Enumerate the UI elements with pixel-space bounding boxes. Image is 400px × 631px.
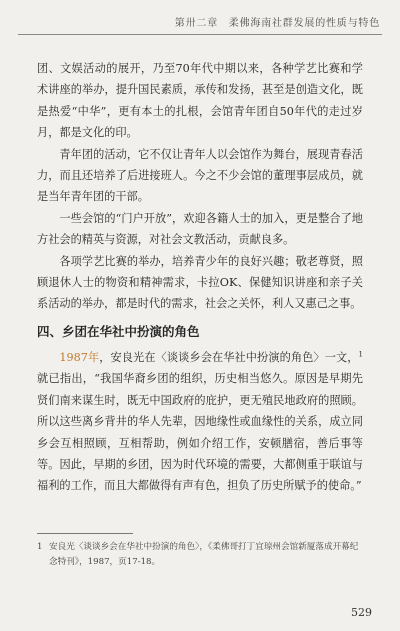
running-header xyxy=(0,0,400,40)
header-rule xyxy=(18,34,382,35)
paragraph-2: 青年团的活动，它不仅让青年人以会馆作为舞台，展现青春活力，而且还培养了后进接班人。今之不少会馆的董理事层成员，就是当年青年团的干部。 xyxy=(37,147,363,204)
year-highlight: 1987年 xyxy=(59,350,100,364)
chapter-title: 第卅二章 柔佛海南社群发展的性质与特色 xyxy=(174,18,380,29)
footnote-rule xyxy=(37,533,133,534)
paragraph-5 xyxy=(37,347,363,497)
footnote-text: 安良光〈谈谈乡会在华社中扮演的角色〉，《柔佛哥打丁宜琼州会馆新厦落成开幕纪念特刊》，1987，页17-18。 xyxy=(49,542,359,567)
footnote-marker: 1 xyxy=(358,350,363,359)
footnote-number: 1 xyxy=(37,542,43,552)
paragraph-4: 各项学艺比赛的举办，培养青少年的良好兴趣；敬老尊贤，照顾退休人士的物资和精神需求，卡拉OK、保健知识讲座和亲子关系活动的举办，都是时代的需求，社会之关怀，利人又惠己之事。 xyxy=(37,254,363,311)
footnote xyxy=(37,540,363,570)
page-number: 529 xyxy=(351,606,372,619)
body-text xyxy=(37,58,363,497)
paragraph-1: 团、文娱活动的展开，乃至70年代中期以来，各种学艺比赛和学术讲座的举办，提升国民素质，承传和发扬，甚至是创造文化，既是热爱“中华”，更有本土的扎根，会馆青年团自50年代的走过岁月，都是文化的印。 xyxy=(37,62,363,140)
paragraph-3: 一些会馆的“门户开放”，欢迎各籍人士的加入，更是整合了地方社会的精英与资源，对社会文教活动，贡献良多。 xyxy=(37,211,363,247)
section-heading: 四、乡团在华社中扮演的角色 xyxy=(37,323,200,339)
paragraph-5-lead: ，安良光在〈谈谈乡会在华社中扮演的角色〉一文， xyxy=(99,350,359,364)
paragraph-5-quote: 就已指出，“我国华裔乡团的组织，历史相当悠久。原因是早期先贤们南来谋生时，既无中国政府的庇护，更无殖民地政府的照顾。所以这些离乡背井的华人先辈，因地缘性或血缘性的关系，成立同乡会互相照顾，互相帮助，例如介绍工作，安顿膳宿，善后事等等。因此，早期的乡团，因为时代环境的需要，大都侧重于联谊与福利的工作，而且大都做得有声有色，担负了历史所赋予的使命。” xyxy=(37,372,363,493)
